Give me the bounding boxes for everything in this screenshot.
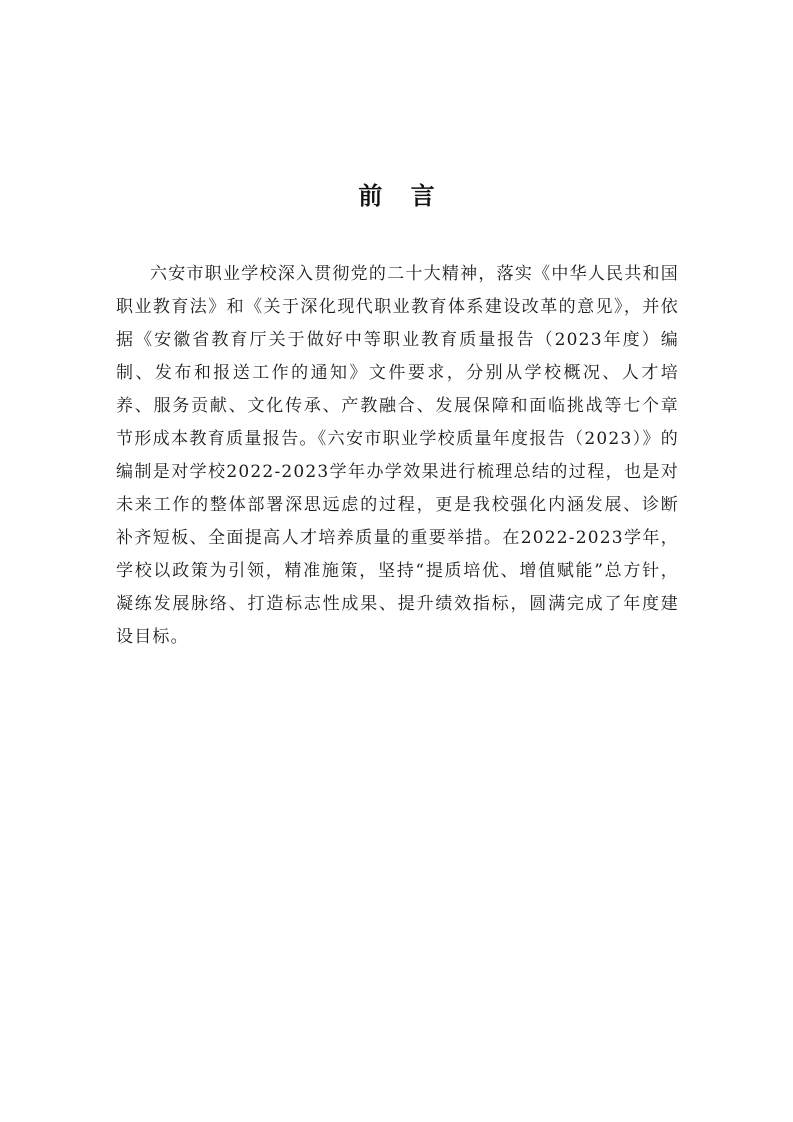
preface-paragraph: 六安市职业学校深入贯彻党的二十大精神，落实《中华人民共和国职业教育法》和《关于深化现代职业教育体系建设改革的意见》，并依据《安徽省教育厅关于做好中等职业教育质量报告（2023年度）编制、发布和报送工作的通知》文件要求，分别从学校概况、人才培养、服务贡献、文化传承、产教融合、发展保障和面临挑战等七个章节形成本教育质量报告。《六安市职业学校质量年度报告（2023）》的编制是对学校2022-2023学年办学效果进行梳理总结的过程，也是对未来工作的整体部署深思远虑的过程，更是我校强化内涵发展、诊断补齐短板、全面提高人才培养质量的重要举措。在2022-2023学年，学校以政策为引领，精准施策，坚持“提质培优、增值赋能”总方针，凝练发展脉络、打造标志性成果、提升绩效指标，圆满完成了年度建设目标。 xyxy=(116,264,679,647)
page-title: 前 言 xyxy=(358,182,445,210)
